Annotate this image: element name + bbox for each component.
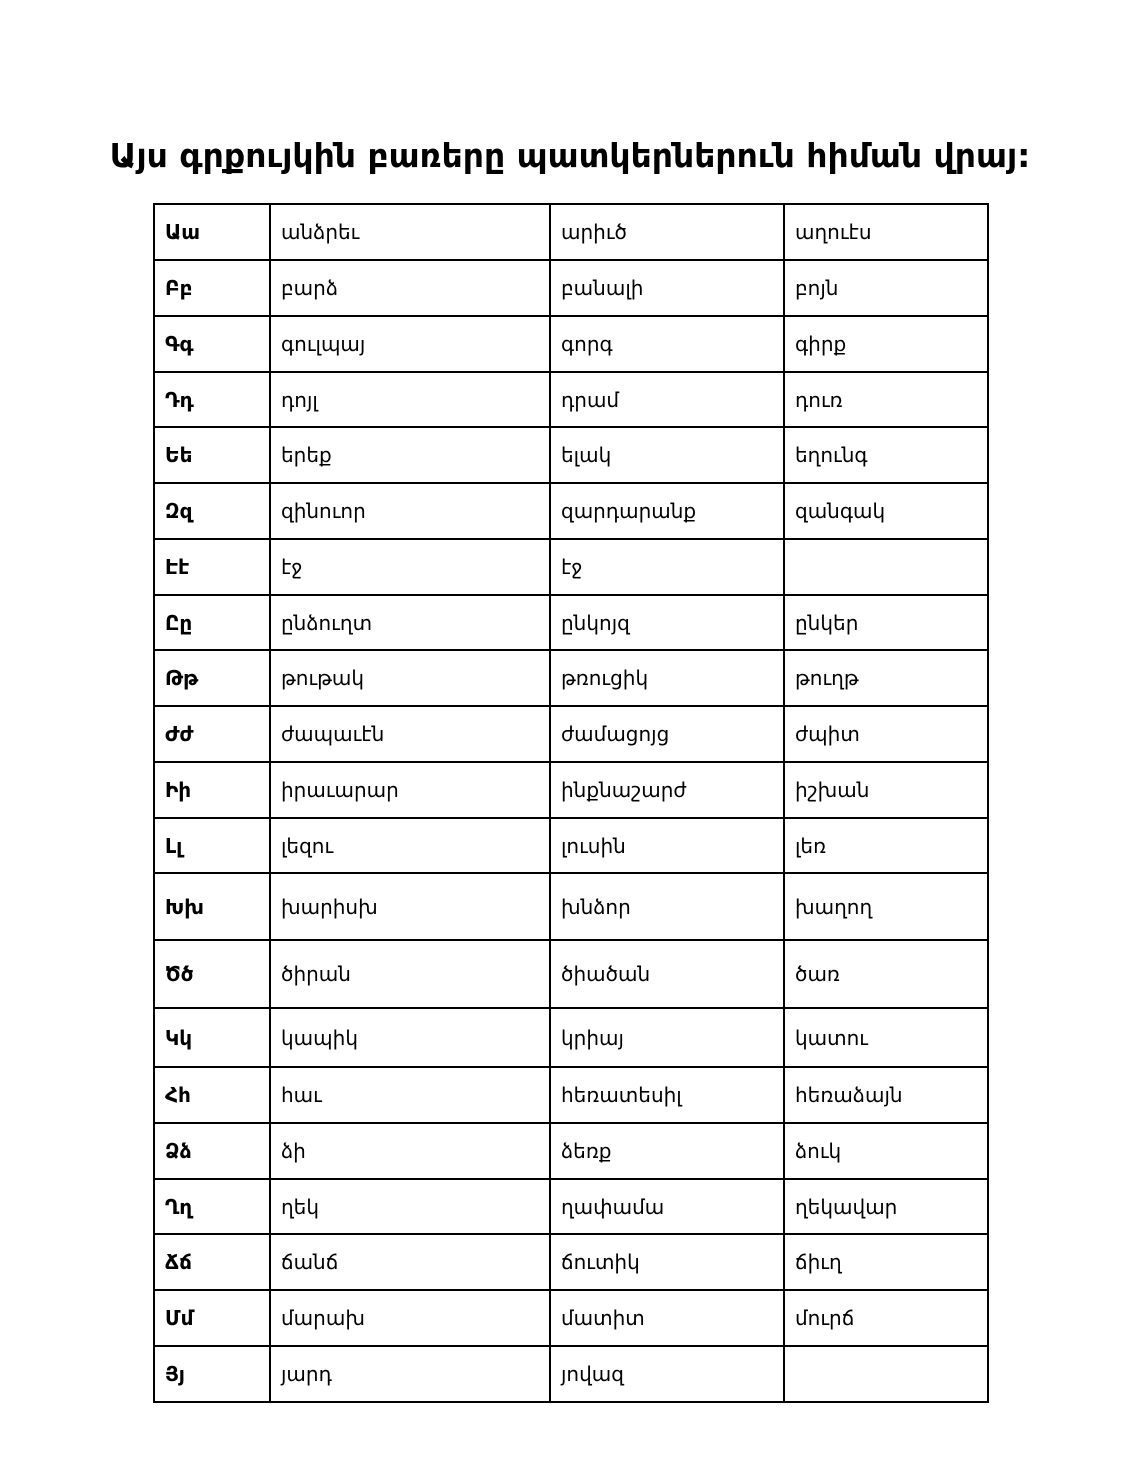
- word-cell: ձուկ: [784, 1123, 988, 1179]
- word-cell: էջ: [550, 539, 784, 595]
- word-cell: կատու: [784, 1008, 988, 1067]
- word-cell: էջ: [270, 539, 550, 595]
- word-cell: թուղթ: [784, 650, 988, 706]
- word-cell: ճուտիկ: [550, 1234, 784, 1290]
- word-cell: անձրեւ: [270, 204, 550, 260]
- table-row: [154, 1179, 988, 1234]
- letter-cell: Թթ: [154, 650, 270, 706]
- table-row: [154, 818, 988, 873]
- table-row: [154, 762, 988, 818]
- letter-cell: Աա: [154, 204, 270, 260]
- word-cell: ձեռք: [550, 1123, 784, 1179]
- word-cell: ինքնաշարժ: [550, 762, 784, 818]
- word-cell: հեռատեսիլ: [550, 1067, 784, 1123]
- word-cell: դրամ: [550, 372, 784, 427]
- table-row: [154, 204, 988, 260]
- word-cell: լեռ: [784, 818, 988, 873]
- word-cell: մուրճ: [784, 1290, 988, 1346]
- table-row: [154, 1346, 988, 1402]
- word-cell: արիւծ: [550, 204, 784, 260]
- word-cell: բարձ: [270, 260, 550, 316]
- letter-cell: Մմ: [154, 1290, 270, 1346]
- word-cell: ժապաւէն: [270, 706, 550, 762]
- word-cell: ղեկավար: [784, 1179, 988, 1234]
- word-cell: բոյն: [784, 260, 988, 316]
- word-cell: զինուոր: [270, 483, 550, 539]
- letter-cell: Եե: [154, 427, 270, 483]
- word-cell: ճանճ: [270, 1234, 550, 1290]
- word-cell: կապիկ: [270, 1008, 550, 1067]
- word-cell: դուռ: [784, 372, 988, 427]
- letter-cell: Հհ: [154, 1067, 270, 1123]
- table-row: [154, 1290, 988, 1346]
- word-cell: մարախ: [270, 1290, 550, 1346]
- word-cell: [784, 1346, 988, 1402]
- word-cell: ղափամա: [550, 1179, 784, 1234]
- word-cell: կրիայ: [550, 1008, 784, 1067]
- word-cell: ժամացոյց: [550, 706, 784, 762]
- word-cell: ղեկ: [270, 1179, 550, 1234]
- word-cell: աղուէս: [784, 204, 988, 260]
- word-cell: յարդ: [270, 1346, 550, 1402]
- letter-cell: Գգ: [154, 316, 270, 372]
- word-cell: եղունգ: [784, 427, 988, 483]
- word-cell: խնձոր: [550, 873, 784, 940]
- word-cell: լուսին: [550, 818, 784, 873]
- table-row: [154, 595, 988, 650]
- word-cell: թութակ: [270, 650, 550, 706]
- letter-cell: Յյ: [154, 1346, 270, 1402]
- letter-cell: Խխ: [154, 873, 270, 940]
- table-row: [154, 1067, 988, 1123]
- letter-cell: Կկ: [154, 1008, 270, 1067]
- word-cell: խաղող: [784, 873, 988, 940]
- table-row: [154, 1008, 988, 1067]
- word-cell: դոյլ: [270, 372, 550, 427]
- letter-cell: Զզ: [154, 483, 270, 539]
- letter-cell: Իի: [154, 762, 270, 818]
- page-title: Այս գրքույկին բառերը պատկերներուն հիման վրայ:: [109, 136, 1031, 175]
- word-cell: գուլպայ: [270, 316, 550, 372]
- word-cell: ճիւղ: [784, 1234, 988, 1290]
- word-cell: ելակ: [550, 427, 784, 483]
- word-cell: հաւ: [270, 1067, 550, 1123]
- table-row: [154, 940, 988, 1008]
- word-cell: իրաւարար: [270, 762, 550, 818]
- word-cell: բանալի: [550, 260, 784, 316]
- letter-cell: Ղղ: [154, 1179, 270, 1234]
- table-row: [154, 539, 988, 595]
- table-row: [154, 1123, 988, 1179]
- word-cell: գիրք: [784, 316, 988, 372]
- word-cell: գորգ: [550, 316, 784, 372]
- word-cell: ձի: [270, 1123, 550, 1179]
- word-cell: երեք: [270, 427, 550, 483]
- letter-cell: Ժժ: [154, 706, 270, 762]
- table-row: [154, 706, 988, 762]
- letter-cell: Բբ: [154, 260, 270, 316]
- table-row: [154, 650, 988, 706]
- word-cell: մատիտ: [550, 1290, 784, 1346]
- word-cell: ծիածան: [550, 940, 784, 1008]
- table-body: [154, 204, 988, 1402]
- letter-cell: Ծծ: [154, 940, 270, 1008]
- word-cell: լեզու: [270, 818, 550, 873]
- table-row: [154, 483, 988, 539]
- word-cell: յովազ: [550, 1346, 784, 1402]
- table-row: [154, 427, 988, 483]
- word-cell: ընձուղտ: [270, 595, 550, 650]
- alphabet-word-table: [153, 203, 989, 1403]
- letter-cell: Էէ: [154, 539, 270, 595]
- word-cell: խարիսխ: [270, 873, 550, 940]
- word-cell: զարդարանք: [550, 483, 784, 539]
- letter-cell: Ըը: [154, 595, 270, 650]
- word-cell: ընկոյզ: [550, 595, 784, 650]
- letter-cell: Լլ: [154, 818, 270, 873]
- word-cell: հեռաձայն: [784, 1067, 988, 1123]
- word-cell: ընկեր: [784, 595, 988, 650]
- word-cell: իշխան: [784, 762, 988, 818]
- table-row: [154, 873, 988, 940]
- table-row: [154, 1234, 988, 1290]
- word-cell: թռուցիկ: [550, 650, 784, 706]
- letter-cell: Դդ: [154, 372, 270, 427]
- letter-cell: Ձձ: [154, 1123, 270, 1179]
- table-row: [154, 260, 988, 316]
- table-row: [154, 372, 988, 427]
- word-cell: ժպիտ: [784, 706, 988, 762]
- word-cell: [784, 539, 988, 595]
- word-cell: զանգակ: [784, 483, 988, 539]
- word-cell: ծիրան: [270, 940, 550, 1008]
- letter-cell: Ճճ: [154, 1234, 270, 1290]
- word-cell: ծառ: [784, 940, 988, 1008]
- table-row: [154, 316, 988, 372]
